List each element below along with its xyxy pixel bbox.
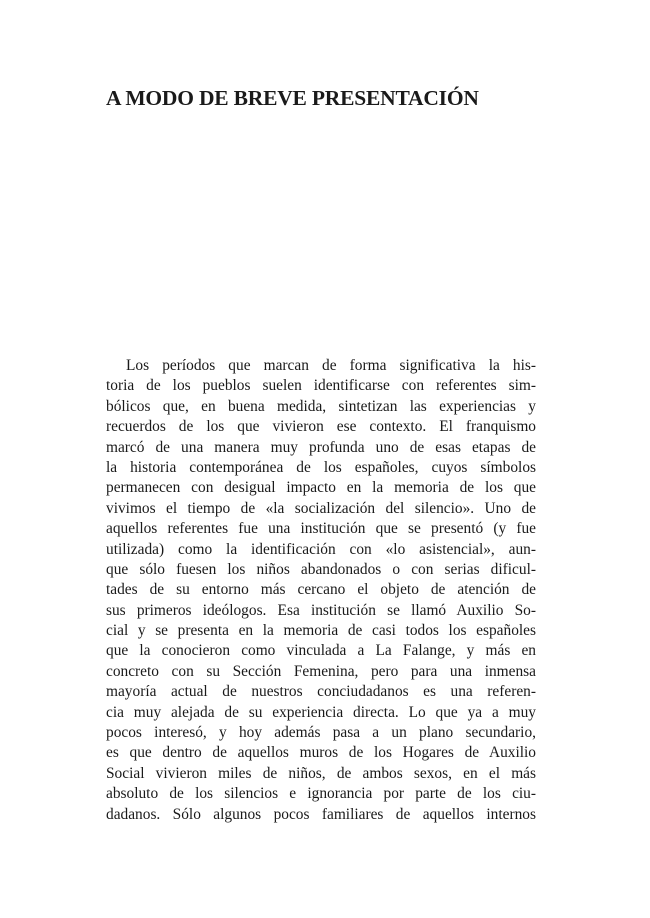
text-line: cial y se presenta en la memoria de casi todos los españoles (106, 622, 536, 640)
text-line: que la conocieron como vinculada a La Falange, y más en (106, 642, 536, 660)
text-line: marcó de una manera muy profunda uno de esas etapas de (106, 438, 536, 456)
text-line: Los períodos que marcan de forma significativa la his- (126, 357, 536, 374)
text-line: permanecen con desigual impacto en la memoria de los que (106, 479, 536, 497)
text-line: Social vivieron miles de niños, de ambos sexos, en el más (106, 764, 536, 782)
text-line: absoluto de los silencios e ignorancia por parte de los ciu- (106, 785, 536, 803)
body-paragraph (106, 356, 536, 825)
text-line: la historia contemporánea de los españoles, cuyos símbolos (106, 458, 536, 476)
text-line: es que dentro de aquellos muros de los Hogares de Auxilio (106, 744, 536, 762)
text-line: recuerdos de los que vivieron ese contexto. El franquismo (106, 418, 536, 436)
text-line: aquellos referentes fue una institución que se presentó (y fue (106, 520, 536, 538)
text-line: sus primeros ideólogos. Esa institución se llamó Auxilio So- (106, 601, 536, 619)
text-line: utilizada) como la identificación con «lo asistencial», aun- (106, 540, 536, 558)
text-line: cia muy alejada de su experiencia directa. Lo que ya a muy (106, 703, 536, 721)
text-line: que sólo fuesen los niños abandonados o con serias dificul- (106, 560, 536, 578)
text-line: bólicos que, en buena medida, sintetizan las experiencias y (106, 397, 536, 415)
chapter-title: A MODO DE BREVE PRESENTACIÓN (106, 86, 479, 110)
text-line: vivimos el tiempo de «la socialización del silencio». Uno de (106, 499, 536, 517)
text-line: toria de los pueblos suelen identificarse con referentes sim- (106, 377, 536, 395)
text-line: mayoría actual de nuestros conciudadanos es una referen- (106, 683, 536, 701)
text-line: tades de su entorno más cercano el objeto de atención de (106, 581, 536, 599)
text-line: dadanos. Sólo algunos pocos familiares de aquellos internos (106, 805, 536, 823)
text-line: pocos interesó, y hoy además pasa a un plano secundario, (106, 724, 536, 742)
text-line: concreto con su Sección Femenina, pero para una inmensa (106, 662, 536, 680)
